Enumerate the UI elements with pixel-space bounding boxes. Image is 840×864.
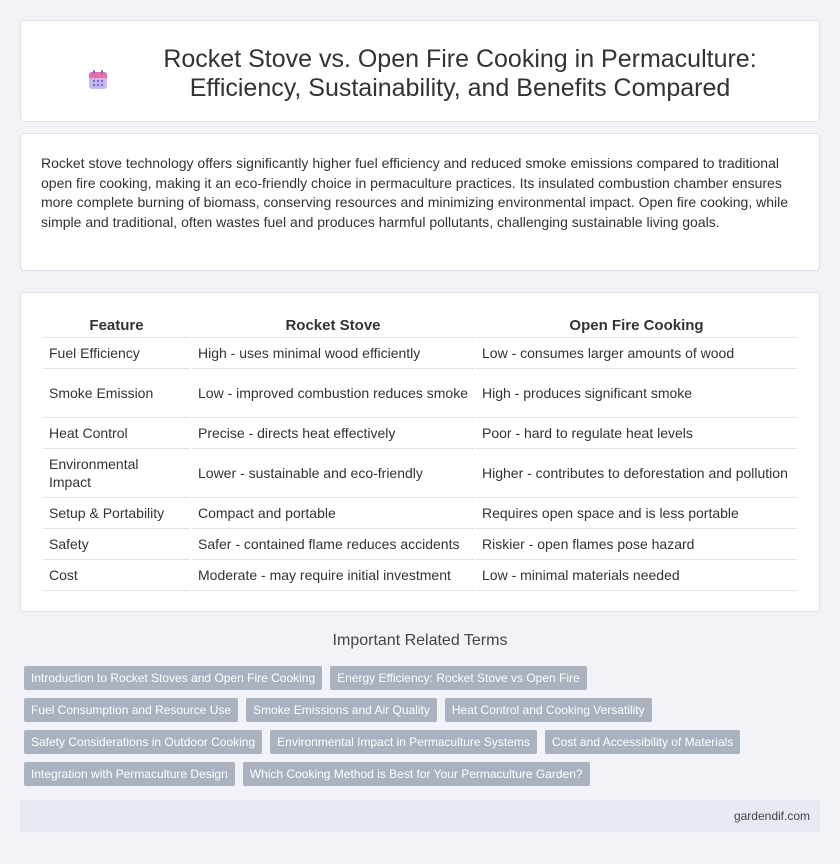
intro-card — [20, 133, 820, 271]
comparison-table-card — [20, 292, 820, 612]
table-cell: Safety — [43, 529, 190, 560]
table-row — [43, 418, 797, 449]
header-card — [20, 20, 820, 122]
header-open-fire: Open Fire Cooking — [476, 315, 797, 338]
table-cell: Environmental Impact — [43, 449, 190, 498]
table-cell: Moderate - may require initial investment — [192, 560, 474, 591]
related-tag[interactable]: Fuel Consumption and Resource Use — [24, 698, 238, 722]
related-terms-tags — [24, 666, 804, 786]
table-cell: Higher - contributes to deforestation and pollution — [476, 449, 797, 498]
footer — [20, 800, 820, 832]
calendar-icon — [87, 69, 109, 91]
table-row — [43, 449, 797, 498]
table-cell: Low - minimal materials needed — [476, 560, 797, 591]
table-cell: Low - improved combustion reduces smoke — [192, 369, 474, 418]
table-cell: Setup & Portability — [43, 498, 190, 529]
footer-site-link[interactable]: gardendif.com — [733, 809, 810, 823]
table-cell: Safer - contained flame reduces accidents — [192, 529, 474, 560]
page-title: Rocket Stove vs. Open Fire Cooking in Permaculture: Efficiency, Sustainability, and Benefits Compared — [163, 45, 757, 102]
intro-paragraph: Rocket stove technology offers significantly higher fuel efficiency and reduced smoke emissions compared to traditional open fire cooking, making it an eco-friendly choice in permaculture practices. Its insulated combustion chamber ensures more complete burning of biomass, conserving resources and minimizing environmental impact. Open fire cooking, while simple and traditional, often wastes fuel and produces harmful pollutants, challenging sustainable living goals. — [41, 155, 789, 230]
table-row — [43, 498, 797, 529]
table-cell: Low - consumes larger amounts of wood — [476, 338, 797, 369]
table-cell: Requires open space and is less portable — [476, 498, 797, 529]
related-tag[interactable]: Heat Control and Cooking Versatility — [445, 698, 652, 722]
table-cell: Smoke Emission — [43, 369, 190, 418]
related-tag[interactable]: Smoke Emissions and Air Quality — [246, 698, 437, 722]
comparison-table — [41, 315, 799, 591]
table-row — [43, 338, 797, 369]
related-tag[interactable]: Energy Efficiency: Rocket Stove vs Open Fire — [330, 666, 587, 690]
table-cell: Fuel Efficiency — [43, 338, 190, 369]
table-cell: Compact and portable — [192, 498, 474, 529]
table-cell: Cost — [43, 560, 190, 591]
related-tag[interactable]: Integration with Permaculture Design — [24, 762, 235, 786]
table-cell: Lower - sustainable and eco-friendly — [192, 449, 474, 498]
related-tag[interactable]: Which Cooking Method is Best for Your Permaculture Garden? — [243, 762, 590, 786]
table-cell: Heat Control — [43, 418, 190, 449]
header-rocket-stove: Rocket Stove — [192, 315, 474, 338]
related-terms-title: Important Related Terms — [332, 632, 508, 649]
table-header-row — [43, 315, 797, 338]
related-tag[interactable]: Cost and Accessibility of Materials — [545, 730, 740, 754]
related-tag[interactable]: Safety Considerations in Outdoor Cooking — [24, 730, 262, 754]
table-row — [43, 369, 797, 418]
table-cell: Precise - directs heat effectively — [192, 418, 474, 449]
table-cell: High - produces significant smoke — [476, 369, 797, 418]
table-cell: Poor - hard to regulate heat levels — [476, 418, 797, 449]
table-row — [43, 560, 797, 591]
related-tag[interactable]: Environmental Impact in Permaculture Systems — [270, 730, 537, 754]
header-feature: Feature — [43, 315, 190, 338]
table-row — [43, 529, 797, 560]
table-cell: High - uses minimal wood efficiently — [192, 338, 474, 369]
table-cell: Riskier - open flames pose hazard — [476, 529, 797, 560]
related-tag[interactable]: Introduction to Rocket Stoves and Open Fire Cooking — [24, 666, 322, 690]
